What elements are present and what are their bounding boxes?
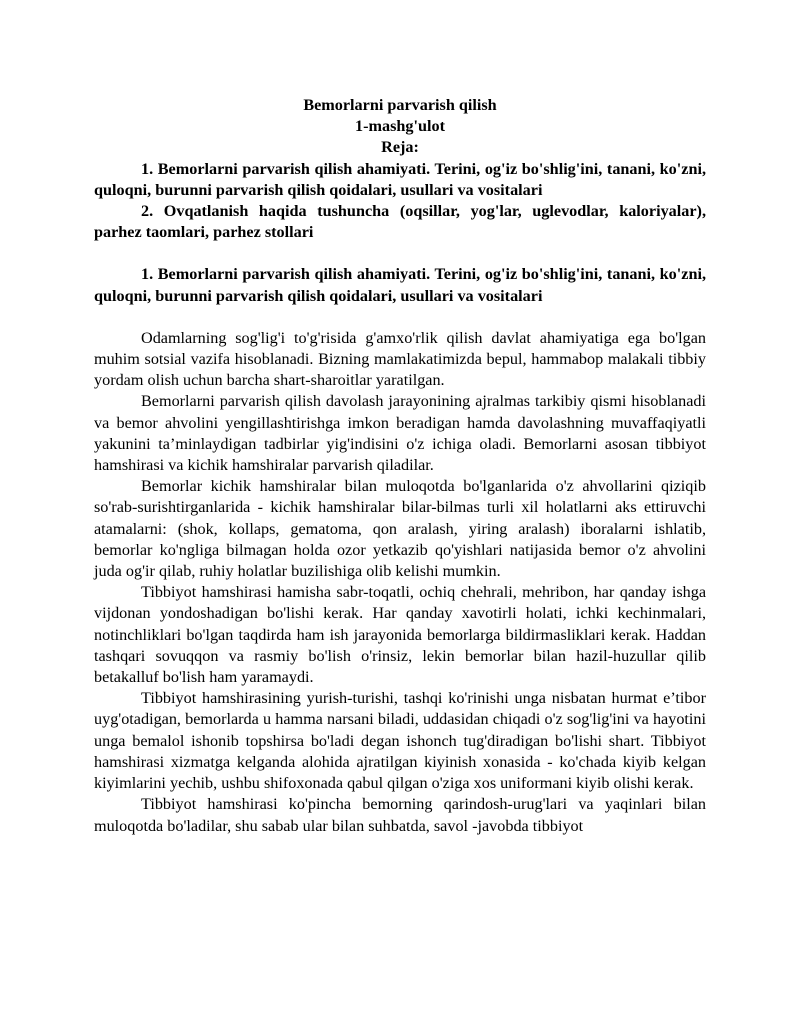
document-title: Bemorlarni parvarish qilish [303,96,497,114]
document-page [94,95,706,837]
plan-item-2: 2. Ovqatlanish haqida tushuncha (oqsillar, yog'lar, uglevodlar, kaloriyalar), parhez taomlari, parhez stollari [94,202,706,242]
body-paragraph-6: Tibbiyot hamshirasi ko'pincha bemorning qarindosh-urug'lari va yaqinlari bilan muloqotda bo'ladilar, shu sabab ular bilan suhbatda, savol -javobda tibbiyot [94,795,706,835]
plan-item-1: 1. Bemorlarni parvarish qilish ahamiyati. Terini, og'iz bo'shlig'ini, tanani, ko'zni, quloqni, burunni parvarish qilish qoidalari, usullari va vositalari [94,159,706,199]
body-paragraph-5: Tibbiyot hamshirasining yurish-turishi, tashqi ko'rinishi unga nisbatan hurmat e’tibor uyg'otadigan, bemorlarda u hamma narsani biladi, uddasidan chiqadi o'z sog'lig'ini va hayotini unga bemalol ishonib topshirsa bo'ladi degan ishonch tug'diradigan bo'lishi shart. Tibbiyot hamshirasi xizmatga kelganda alohida ajratilgan kiyinish xonasida - ko'chada kiyib kelgan kiyimlarini yechib, ushbu shifoxonada qabul qilgan o'ziga xos uniformani kiyib olishi kerak. [94,689,706,793]
body-paragraph-3: Bemorlar kichik hamshiralar bilan muloqotda bo'lganlarida o'z ahvollarini qiziqib so'rab-surishtirganlarida - kichik hamshiralar bilar-bilmas turli xil holatlarni aks ettiruvchi atamalarni: (shok, kollaps, gematoma, qon aralash, yiring aralash) iboralarni ishlatib, bemorlar ko'ngliga bilmagan holda ozor yetkazib qo'yishlari natijasida bemor o'z ahvolini juda og'ir qilab, ruhiy holatlar buzilishiga olib kelishi mumkin. [94,477,706,581]
plan-label: Reja: [381,138,419,157]
body-paragraph-4: Tibbiyot hamshirasi hamisha sabr-toqatli, ochiq chehrali, mehribon, har qanday ishga vijdonan yondoshadigan bo'lishi kerak. Har qanday xavotirli holati, ichki kechinmalari, notinchliklari bo'lgan taqdirda ham ish jarayonida bemorlarga bildirmasliklari kerak. Haddan tashqari sovuqqon va rasmiy bo'lish o'rinsiz, lekin bemorlar bilan hazil-huzullar qilib betakalluf bo'lish ham yaramaydi. [94,583,706,687]
document-subtitle: 1-mashg'ulot [355,117,445,136]
body-paragraph-2: Bemorlarni parvarish qilish davolash jarayonining ajralmas tarkibiy qismi hisoblanadi va bemor ahvolini yengillashtirishga imkon beradigan hamda davolashning muvaffaqiyatli yakunini ta’minlaydigan tadbirlar yig'indisini o'z ichiga oladi. Bemorlarni asosan tibbiyot hamshirasi va kichik hamshiralar parvarish qiladilar. [94,392,706,475]
body-paragraph-1: Odamlarning sog'lig'i to'g'risida g'amxo'rlik qilish davlat ahamiyatiga ega bo'lgan muhim sotsial vazifa hisoblanadi. Bizning mamlakatimizda bepul, hammabop malakali tibbiy yordam olish uchun barcha shart-sharoitlar yaratilgan. [94,328,706,390]
section-heading: 1. Bemorlarni parvarish qilish ahamiyati. Terini, og'iz bo'shlig'ini, tanani, ko'zni, quloqni, burunni parvarish qilish qoidalari, usullari va vositalari [94,265,706,305]
